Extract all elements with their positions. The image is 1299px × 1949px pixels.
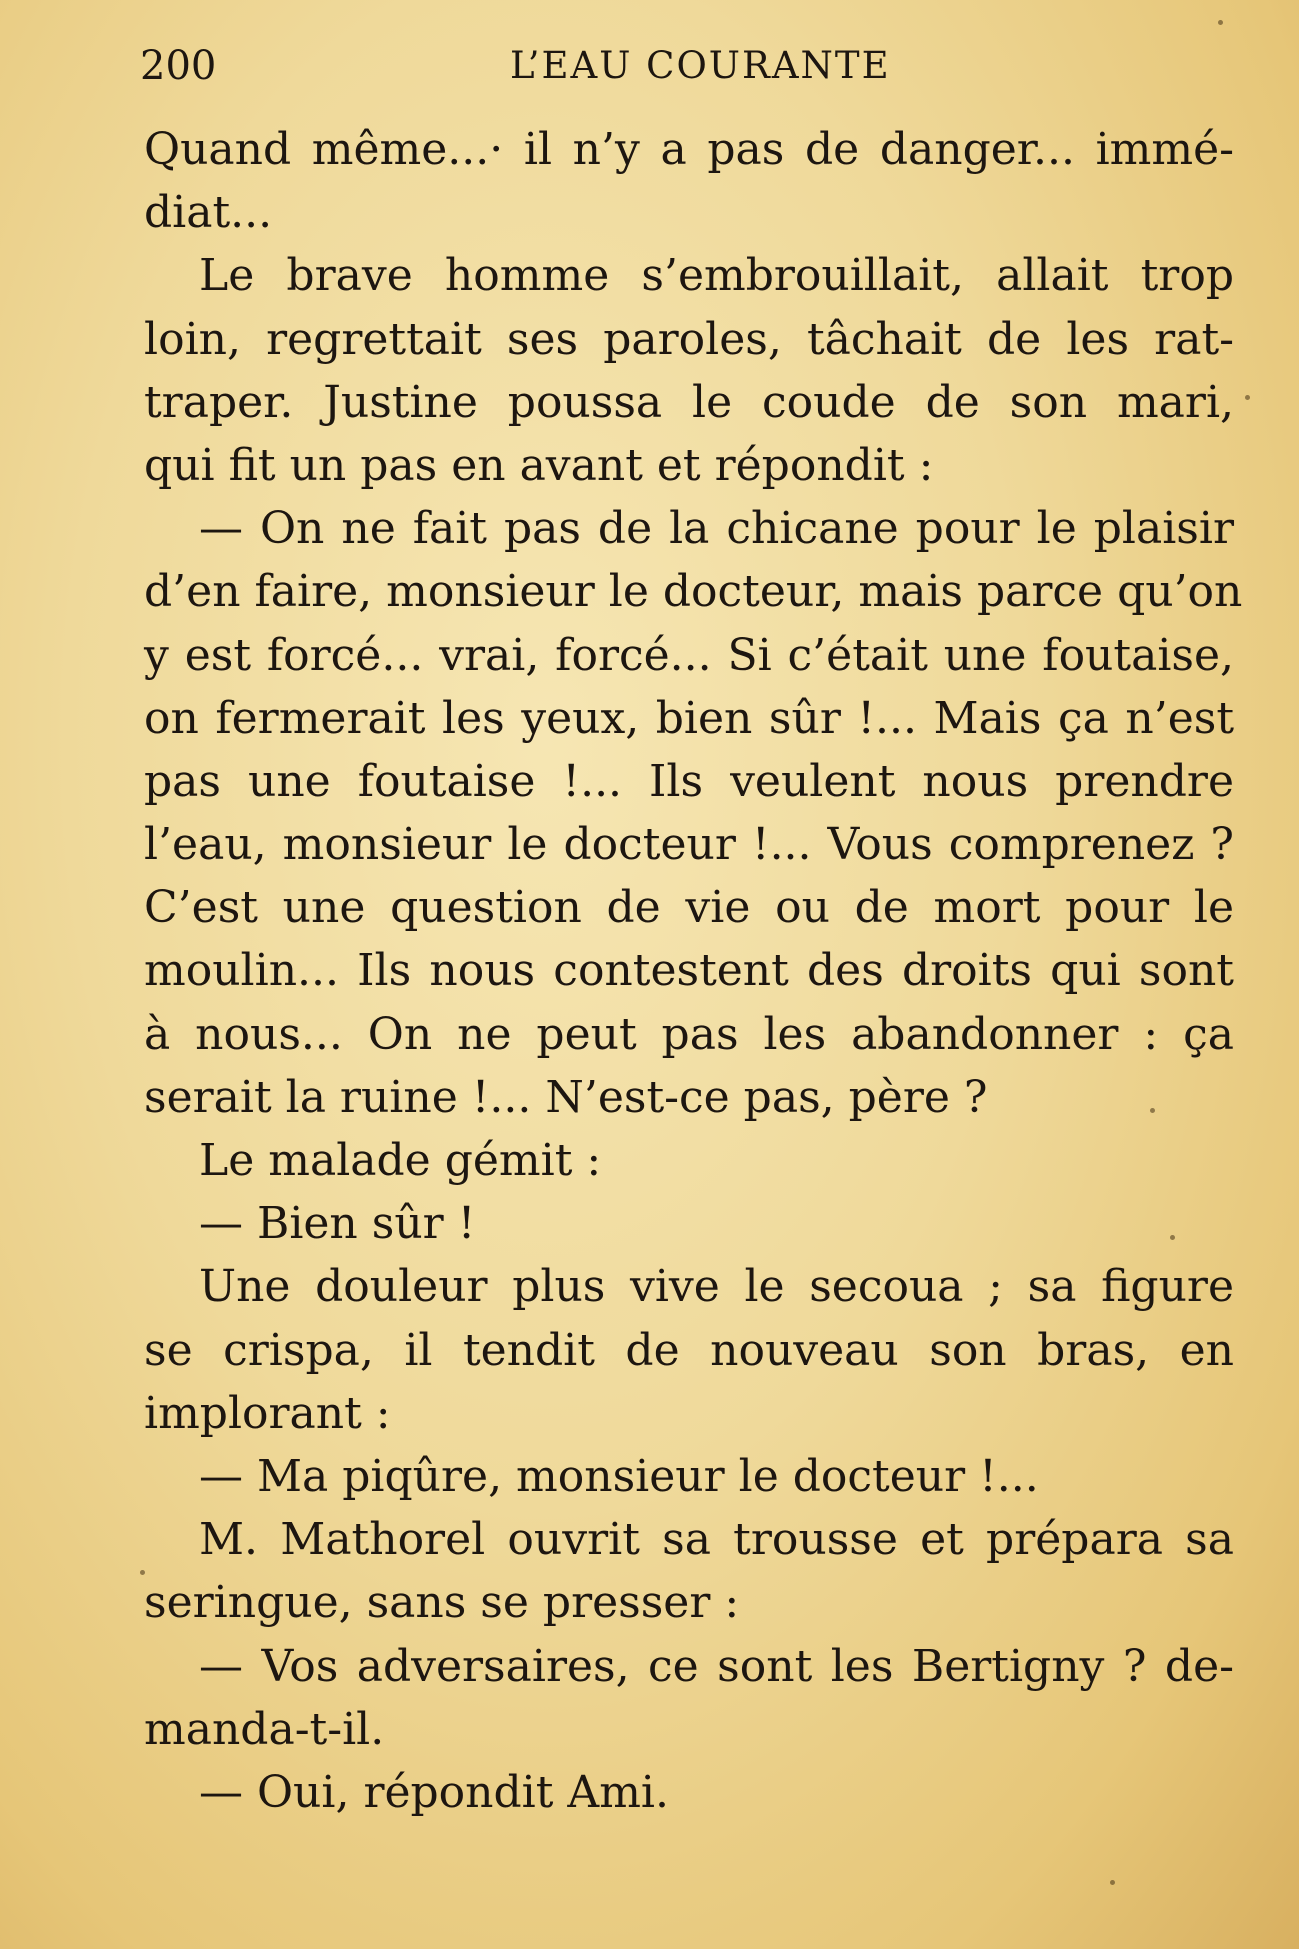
text-line: seringue, sans se presser : xyxy=(144,1577,740,1629)
body-text xyxy=(144,118,1243,1824)
text-line: se crispa, il tendit de nouveau son bras, en xyxy=(144,1324,1234,1376)
text-line: traper. Justine poussa le coude de son mari, xyxy=(144,376,1234,428)
text-line: à nous... On ne peut pas les abandonner : ça xyxy=(144,1008,1234,1060)
text-line: manda-t-il. xyxy=(144,1703,385,1755)
paper-speck xyxy=(1150,1108,1155,1113)
text-line: d’en faire, monsieur le docteur, mais parce qu’on xyxy=(144,566,1243,618)
page-number: 200 xyxy=(140,43,217,89)
paper-speck xyxy=(140,1570,145,1575)
text-line: on fermerait les yeux, bien sûr !... Mais ça n’est xyxy=(144,692,1234,744)
text-line: y est forcé... vrai, forcé... Si c’était une foutaise, xyxy=(144,629,1234,681)
text-line: C’est une question de vie ou de mort pour le xyxy=(144,882,1234,934)
text-line: implorant : xyxy=(144,1387,391,1439)
paper-speck xyxy=(1170,1235,1175,1240)
page-header xyxy=(140,38,1240,94)
text-line: M. Mathorel ouvrit sa trousse et prépara sa xyxy=(199,1514,1234,1566)
text-line: qui fit un pas en avant et répondit : xyxy=(144,439,934,491)
text-line: Le brave homme s’embrouillait, allait trop xyxy=(199,250,1234,302)
text-line: loin, regrettait ses paroles, tâchait de les rat- xyxy=(144,313,1234,365)
text-line: — Vos adversaires, ce sont les Bertigny ? de- xyxy=(199,1640,1234,1692)
text-line: Le malade gémit : xyxy=(199,1135,602,1186)
running-title: L’EAU COURANTE xyxy=(510,44,891,87)
text-line: Une douleur plus vive le secoua ; sa figure xyxy=(199,1261,1234,1313)
text-line: pas une foutaise !... Ils veulent nous prendre xyxy=(144,755,1234,807)
paper-speck xyxy=(1110,1880,1115,1885)
text-line: diat... xyxy=(144,187,273,239)
paper-speck xyxy=(1245,395,1250,400)
paper-speck xyxy=(1218,20,1223,25)
text-line: Quand même...· il n’y a pas de danger... immé- xyxy=(144,124,1234,175)
text-line: — On ne fait pas de la chicane pour le plaisir xyxy=(199,503,1234,555)
text-line: — Bien sûr ! xyxy=(199,1198,476,1250)
text-line: serait la ruine !... N’est-ce pas, père ? xyxy=(144,1071,988,1123)
text-line: l’eau, monsieur le docteur !... Vous comprenez ? xyxy=(144,819,1234,871)
text-line: — Ma piqûre, monsieur le docteur !... xyxy=(199,1450,1039,1502)
text-line: moulin... Ils nous contestent des droits qui sont xyxy=(144,945,1234,997)
text-line: — Oui, répondit Ami. xyxy=(199,1766,669,1818)
